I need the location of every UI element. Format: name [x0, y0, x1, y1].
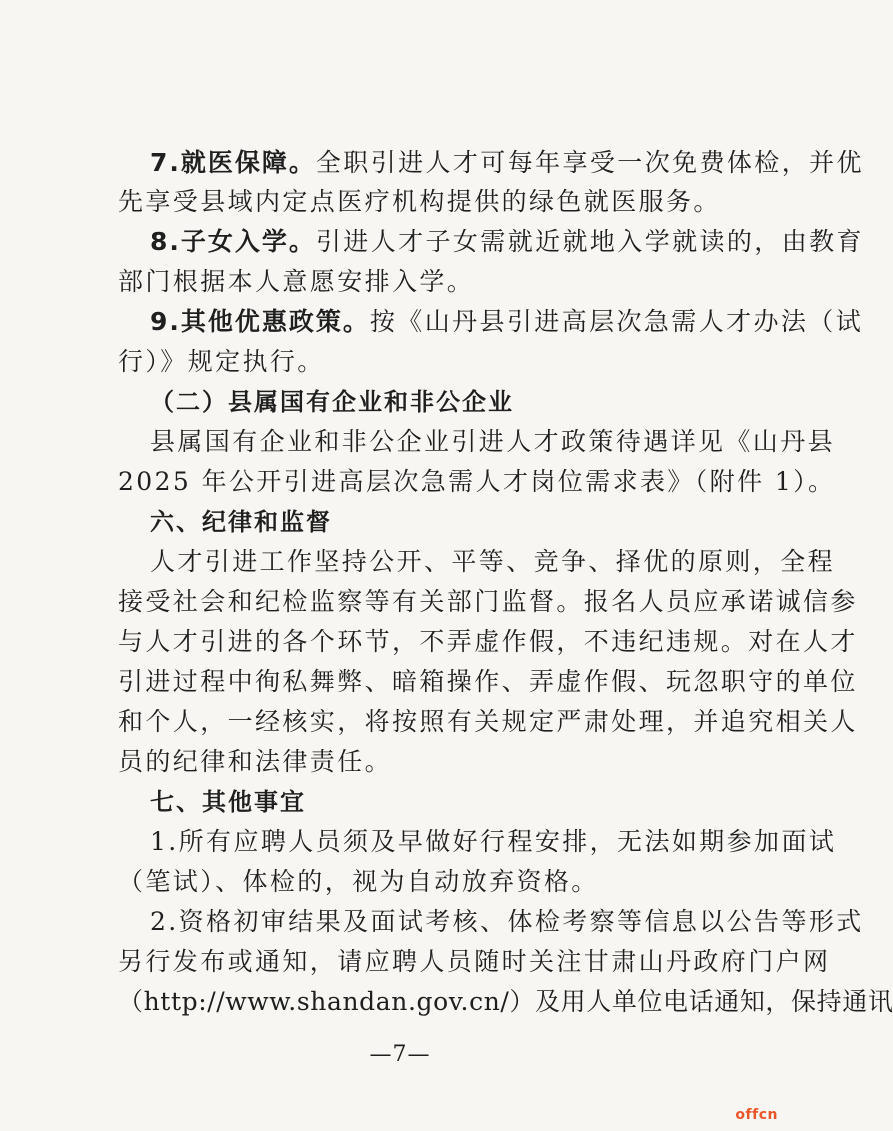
line-text: 先享受县域内定点医疗机构提供的绿色就医服务。	[118, 187, 721, 216]
line-text: 员的纪律和法律责任。	[118, 747, 393, 776]
paragraph-line	[150, 545, 836, 579]
paragraph-line	[118, 865, 698, 899]
line-text: 部门根据本人意愿安排入学。	[118, 267, 475, 296]
line-text: 1.所有应聘人员须及早做好行程安排，无法如期参加面试	[150, 827, 837, 856]
line-text: 引进人才子女需就近就地入学就读的，由教育	[315, 227, 864, 256]
line-text: 与人才引进的各个环节，不弄虚作假，不违纪违规。对在人才	[118, 627, 858, 656]
paragraph-line	[118, 265, 698, 299]
line-text: 人才引进工作坚持公开、平等、竞争、择优的原则，全程	[150, 547, 836, 576]
paragraph-line	[150, 905, 864, 939]
paragraph-line	[150, 305, 864, 339]
item-heading: 9.其他优惠政策。	[150, 307, 370, 336]
section-heading	[150, 505, 698, 539]
section-heading	[150, 785, 698, 819]
line-text: 和个人，一经核实，将按照有关规定严肃处理，并追究相关人	[118, 707, 858, 736]
line-text: 2025 年公开引进高层次急需人才岗位需求表》（附件 1）。	[118, 467, 836, 496]
subheading-text: （二）县属国有企业和非公企业	[150, 388, 514, 416]
line-text: （笔试）、体检的，视为自动放弃资格。	[118, 867, 599, 896]
line-text: 行）》规定执行。	[118, 347, 325, 376]
paragraph-line	[118, 345, 698, 379]
line-text: （http://www.shandan.gov.cn/）及用人单位电话通知，保持通讯	[118, 987, 893, 1016]
paragraph-line	[150, 825, 837, 859]
paragraph-line	[118, 185, 721, 219]
paragraph-line	[118, 665, 858, 699]
paragraph-line	[118, 985, 893, 1019]
line-text: 全职引进人才可每年享受一次免费体检，并优	[315, 148, 864, 177]
paragraph-line	[150, 425, 836, 459]
paragraph-line	[118, 625, 858, 659]
paragraph-line	[150, 146, 864, 180]
line-text: 引进过程中徇私舞弊、暗箱操作、弄虚作假、玩忽职守的单位	[118, 667, 858, 696]
paragraph-line	[118, 705, 858, 739]
item-heading: 8.子女入学。	[150, 227, 316, 256]
offcn-watermark: offcn	[735, 1107, 778, 1123]
paragraph-line	[118, 945, 831, 979]
paragraph-line	[118, 745, 698, 779]
paragraph-line	[118, 585, 858, 619]
line-text: 另行发布或通知，请应聘人员随时关注甘肃山丹政府门户网	[118, 947, 831, 976]
line-text: 县属国有企业和非公企业引进人才政策待遇详见《山丹县	[150, 427, 836, 456]
heading-text: 六、纪律和监督	[150, 508, 332, 536]
section-subheading	[150, 385, 698, 419]
paragraph-line	[150, 225, 864, 259]
page-number: —7—	[369, 1042, 431, 1067]
line-text: 按《山丹县引进高层次急需人才办法（试	[369, 307, 864, 336]
line-text: 2.资格初审结果及面试考核、体检考察等信息以公告等形式	[150, 907, 864, 936]
item-heading: 7.就医保障。	[150, 148, 316, 177]
line-text: 接受社会和纪检监察等有关部门监督。报名人员应承诺诚信参	[118, 587, 858, 616]
paragraph-line	[118, 465, 836, 499]
heading-text: 七、其他事宜	[150, 788, 306, 816]
